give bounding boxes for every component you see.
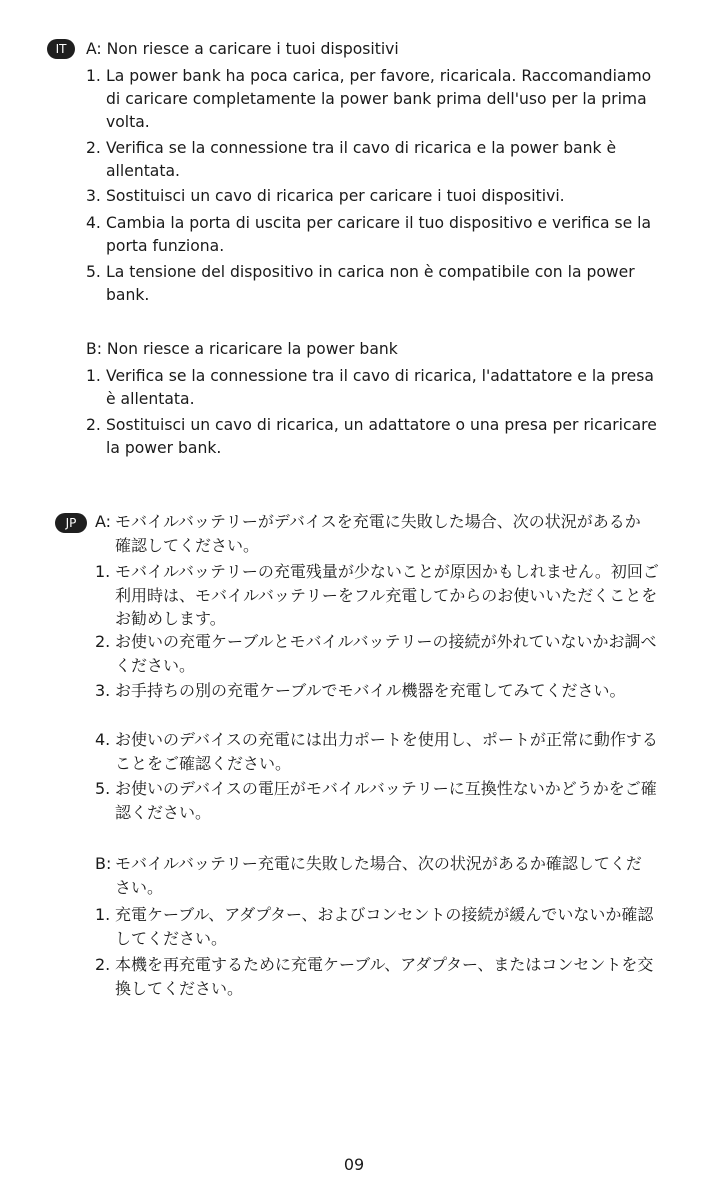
list-item — [95, 560, 660, 631]
list-item — [86, 365, 666, 411]
list-item — [86, 414, 666, 460]
list-item — [86, 261, 666, 307]
section-b-lead: B: — [95, 854, 112, 873]
section-b-heading: B: Non riesce a ricaricare la power bank — [86, 340, 398, 358]
item-text: 本機を再充電するために充電ケーブル、アダプター、またはコンセントを交換してください。 — [115, 955, 654, 998]
list-item — [86, 65, 666, 134]
section-b-heading-text: モバイルバッテリー充電に失敗した場合、次の状況があるか確認してください。 — [115, 854, 642, 897]
list-item — [86, 185, 666, 208]
item-number: 2. — [86, 416, 101, 434]
item-text: モバイルバッテリーの充電残量が少ないことが原因かもしれません。初回ご利用時は、モバイルバッテリーをフル充電してからのお使いいただくことをお勧めします。 — [115, 562, 659, 629]
list-item — [95, 679, 660, 703]
item-text: La power bank ha poca carica, per favore, ricaricala. Raccomandiamo di caricare completamente la power bank prima dell'uso per la prima volta. — [106, 67, 652, 131]
item-text: Sostituisci un cavo di ricarica, un adattatore o una presa per ricaricare la power bank. — [106, 416, 657, 457]
item-number: 1. — [95, 562, 111, 581]
list-item — [95, 903, 660, 950]
item-text: 充電ケーブル、アダプター、およびコンセントの接続が緩んでいないか確認してください。 — [115, 905, 654, 948]
item-number: 2. — [95, 632, 111, 651]
item-number: 3. — [95, 681, 111, 700]
item-number: 1. — [86, 67, 101, 85]
section-a-heading-text: モバイルバッテリーがデバイスを充電に失敗した場合、次の状況があるか確認してください。 — [115, 512, 641, 555]
item-number: 2. — [86, 139, 101, 157]
item-text: Sostituisci un cavo di ricarica per caricare i tuoi dispositivi. — [106, 187, 565, 205]
item-text: お使いの充電ケーブルとモバイルバッテリーの接続が外れていないかお調べください。 — [115, 632, 657, 675]
list-item — [95, 777, 660, 824]
list-item — [95, 630, 660, 677]
item-number: 1. — [86, 367, 101, 385]
item-number: 3. — [86, 187, 101, 205]
list-item — [86, 212, 666, 258]
section-a-heading: A: Non riesce a caricare i tuoi dispositivi — [86, 40, 399, 58]
item-text: お使いのデバイスの電圧がモバイルバッテリーに互換性ないかどうかをご確認ください。 — [115, 779, 657, 822]
list-item — [95, 953, 660, 1000]
item-number: 1. — [95, 905, 111, 924]
item-text: Cambia la porta di uscita per caricare il tuo dispositivo e verifica se la porta funziona. — [106, 214, 652, 255]
section-a-heading — [95, 510, 655, 557]
item-number: 2. — [95, 955, 111, 974]
item-text: Verifica se la connessione tra il cavo di ricarica, l'adattatore e la presa è allentata. — [106, 367, 654, 408]
language-badge-jp: JP — [55, 513, 87, 533]
section-b-heading — [95, 852, 655, 899]
item-number: 5. — [95, 779, 111, 798]
item-text: お手持ちの別の充電ケーブルでモバイル機器を充電してみてください。 — [115, 681, 626, 700]
item-number: 4. — [86, 214, 101, 232]
item-text: お使いのデバイスの充電には出力ポートを使用し、ポートが正常に動作することをご確認ください。 — [115, 730, 658, 773]
item-text: Verifica se la connessione tra il cavo di ricarica e la power bank è allentata. — [106, 139, 617, 180]
item-number: 5. — [86, 263, 101, 281]
item-number: 4. — [95, 730, 111, 749]
list-item — [86, 137, 666, 183]
section-a-lead: A: — [95, 512, 112, 531]
list-item — [95, 728, 660, 775]
language-badge-it: IT — [47, 39, 75, 59]
item-text: La tensione del dispositivo in carica non è compatibile con la power bank. — [106, 263, 635, 304]
page-number: 09 — [343, 1155, 365, 1174]
